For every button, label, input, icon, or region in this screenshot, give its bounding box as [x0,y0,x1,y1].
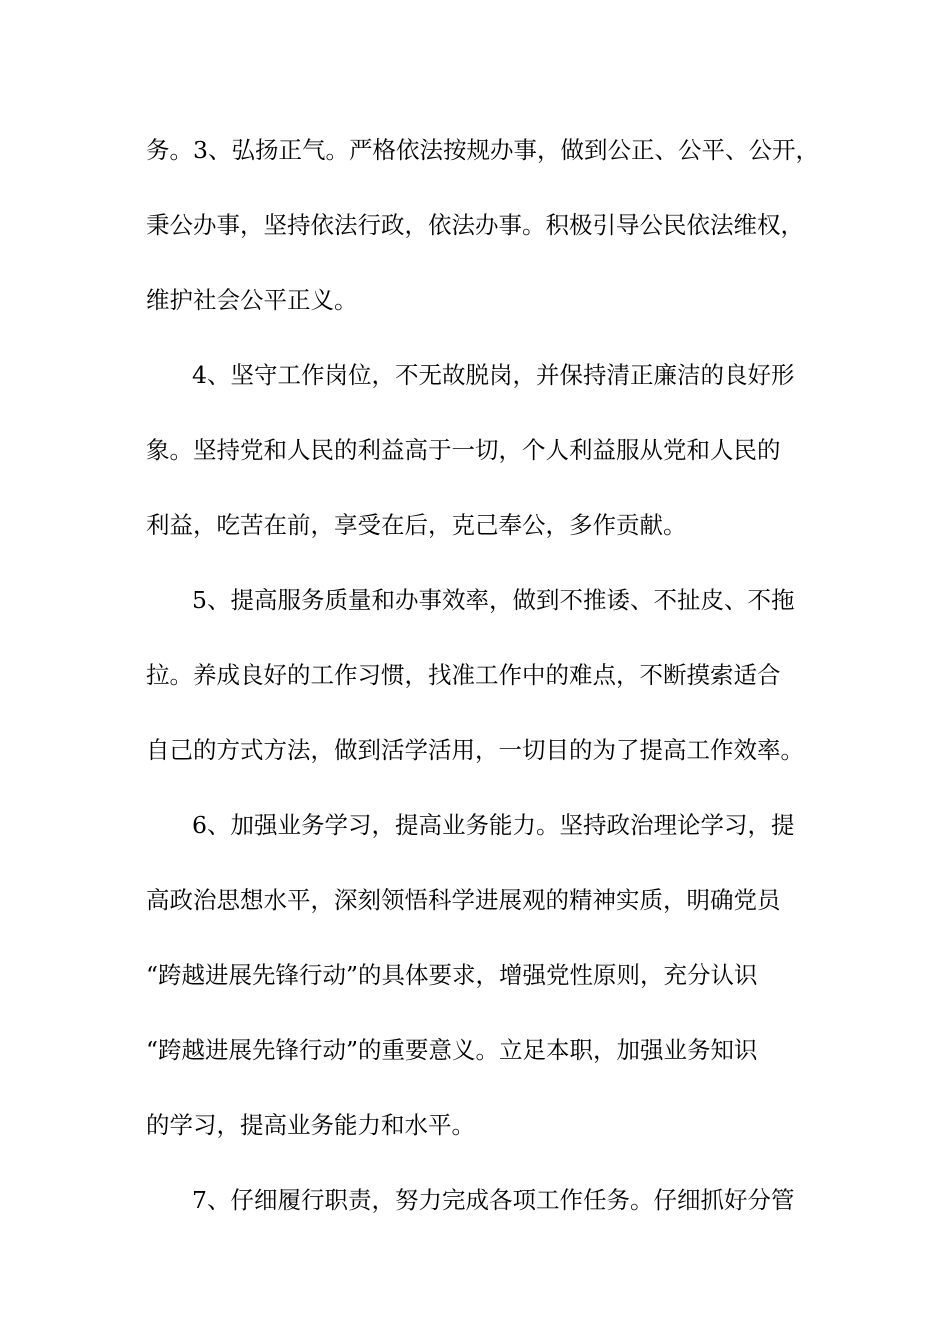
text-line: “跨越进展先锋行动”的重要意义。立足本职，加强业务知识 [146,1036,758,1064]
paragraph-start-line: 4、坚守工作岗位，不无故脱岗，并保持清正廉洁的良好形 [192,361,795,389]
text-line: “跨越进展先锋行动”的具体要求，增强党性原则，充分认识 [146,961,758,989]
paragraph-start-line: 5、提高服务质量和办事效率，做到不推诿、不扯皮、不拖 [192,586,795,614]
paragraph-start-line: 6、加强业务学习，提高业务能力。坚持政治理论学习，提 [192,811,795,839]
text-line: 高政治思想水平，深刻领悟科学进展观的精神实质，明确党员 [146,886,781,914]
text-line: 象。坚持党和人民的利益高于一切，个人利益服从党和人民的 [146,436,781,464]
paragraph-start-line: 7、仔细履行职责，努力完成各项工作任务。仔细抓好分管 [192,1186,795,1214]
text-line: 务。3、弘扬正气。严格依法按规办事，做到公正、公平、公开， [146,136,819,164]
text-line: 秉公办事，坚持依法行政，依法办事。积极引导公民依法维权， [146,211,804,239]
text-line: 自己的方式方法，做到活学活用，一切目的为了提高工作效率。 [146,736,804,764]
text-line: 维护社会公平正义。 [146,286,358,314]
text-line: 的学习，提高业务能力和水平。 [146,1111,475,1139]
text-line: 利益，吃苦在前，享受在后，克己奉公，多作贡献。 [146,511,687,539]
text-line: 拉。养成良好的工作习惯，找准工作中的难点，不断摸索适合 [146,661,781,689]
